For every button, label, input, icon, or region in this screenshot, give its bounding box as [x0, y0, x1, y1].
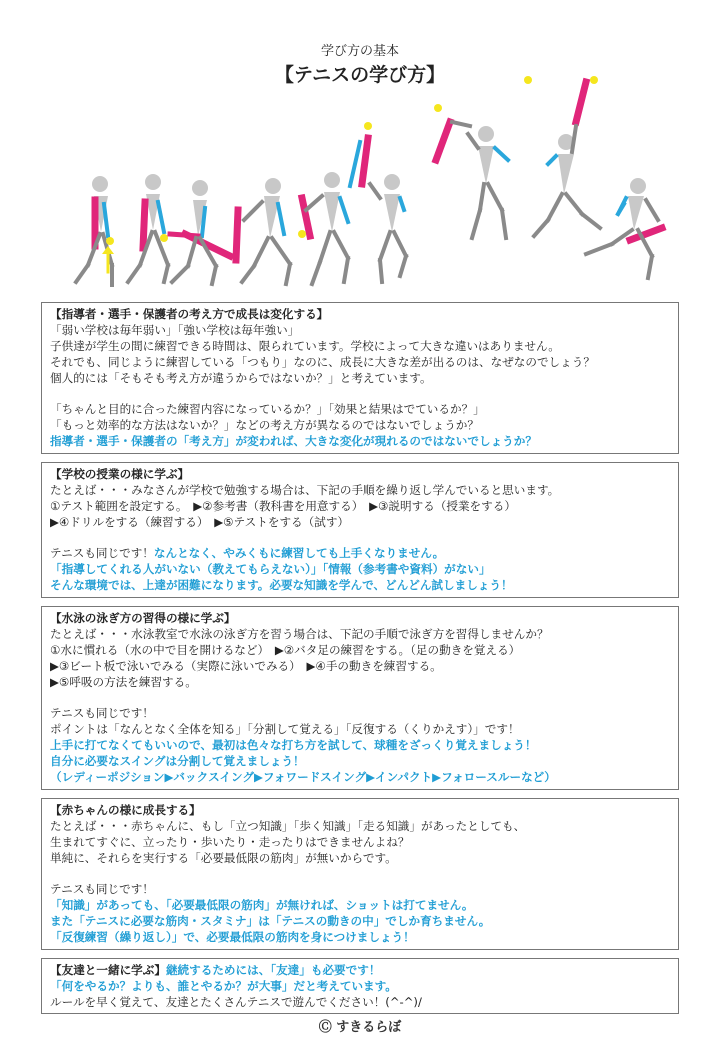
text-line: 「もっと効率的な方法はないか？」などの考え方が異なるのではないでしょうか？ [50, 418, 479, 433]
spacer [50, 386, 670, 402]
inline-highlight: 継続するためには、「友達」も必要です！ [165, 963, 381, 977]
section-swimming [41, 606, 679, 790]
section-title: 【学校の授業の様に学ぶ】 [50, 467, 190, 481]
text-line: 「弱い学校は毎年弱い」「強い学校は毎年強い」 [50, 322, 300, 337]
text-line: ▶④ドリルをする（練習する） ▶⑤テストをする（試す） [50, 514, 350, 529]
text-line: 単純に、それらを実行する「必要最低限の筋肉」が無いからです。 [50, 850, 397, 865]
text-line: テニスも同じです！ [50, 882, 154, 897]
section-title: 【友達と一緒に学ぶ】 [50, 963, 166, 977]
text-line: 個人的には「そもそも考え方が違うからではないか？」と考えています。 [50, 370, 432, 385]
text-line: テニスも同じです！ [50, 706, 154, 721]
section-school-lesson [41, 462, 679, 598]
section-friends [41, 958, 679, 1014]
section-coach-mindset [41, 302, 679, 454]
figure-4 [236, 178, 290, 284]
serve-sequence-illustration [40, 60, 680, 296]
text-line: たとえば・・・みなさんが学校で勉強する場合は、下記の手順を繰り返し学んでいると思います。 [50, 482, 560, 497]
spacer [50, 531, 670, 547]
highlight-line: そんな環境では、上達が困難になります。必要な知識を学んで、どんどん試しましょう！ [50, 578, 513, 593]
text-line [50, 546, 670, 562]
section-title: 【水泳の泳ぎ方の習得の様に学ぶ】 [50, 611, 236, 625]
section-heading-line [50, 963, 670, 979]
figure-3 [170, 180, 230, 284]
section-title: 【指導者・選手・保護者の考え方で成長は変化する】 [50, 307, 329, 321]
spacer [50, 690, 670, 706]
highlight-line: 「知識」があっても、「必要最低限の筋肉」が無ければ、ショットは打てません。 [50, 898, 474, 913]
highlight-line: 自分に必要なスイングは分割して覚えましょう！ [50, 754, 305, 769]
spacer [50, 867, 670, 883]
text-line: たとえば・・・水泳教室で水泳の泳ぎ方を習う場合は、下記の手順で泳ぎ方を習得しませんか？ [50, 626, 549, 641]
figure-7 [434, 104, 508, 238]
text-line: 生まれてすぐに、立ったり・歩いたり・走ったりはできませんよね？ [50, 834, 410, 849]
highlight-line: また「テニスに必要な筋肉・スタミナ」は「テニスの動きの中」でしか育ちません。 [50, 914, 491, 929]
highlight-line: 「何をやるか？よりも、誰とやるか？が大事」だと考えています。 [50, 978, 397, 993]
highlight-line: （レディーポジション▶バックスイング▶フォワードスイング▶インパクト▶フォロースルーなど） [50, 769, 556, 784]
section-baby-growth [41, 798, 679, 950]
text-line: たとえば・・・赤ちゃんに、もし「立つ知識」「歩く知識」「走る知識」があったとしても、 [50, 818, 526, 833]
inline-highlight: なんとなく、やみくもに練習しても上手くなりません。 [153, 546, 445, 561]
figure-8 [524, 76, 600, 236]
text-line: ポイントは「なんとなく全体を知る」「分割して覚える」「反復する（くりかえす）」です！ [50, 722, 520, 737]
page-title: 【テニスの学び方】 [274, 64, 446, 86]
figure-2 [128, 174, 168, 282]
figure-6 [350, 122, 406, 282]
highlight-line: 指導者・選手・保護者の「考え方」が変われば、大きな変化が現れるのではないでしょうか？ [50, 434, 537, 449]
lead-text: テニスも同じです！ [50, 546, 154, 561]
highlight-line: 「反復練習（繰り返し）」で、必要最低限の筋肉を身につけましょう！ [50, 930, 415, 945]
text-line: 「ちゃんと目的に合った練習内容になっているか？」「効果と結果はでているか？」 [50, 402, 485, 417]
text-line: ①テスト範囲を設定する。 ▶②参考書（教科書を用意する） ▶③説明する（授業をする） [50, 498, 516, 513]
highlight-line: 「指導してくれる人がいない（教えてもらえない）」「情報（参考書や資料）がない」 [50, 562, 491, 577]
text-line: それでも、同じように練習している「つもり」なのに、成長に大きな差が出るのは、なぜなのでしょう？ [50, 354, 595, 369]
text-line: 子供達が学生の間に練習できる時間は、限られています。学校によって大きな違いはありません。 [50, 338, 560, 353]
copyright-footer: Ⓒ すきるらぼ [318, 1020, 402, 1035]
text-line: ルールを早く覚えて、友達とたくさんテニスで遊んでください！(^-^)/ [50, 994, 422, 1009]
text-line: ▶③ビート板で泳いでみる（実際に泳いでみる） ▶④手の動きを練習する。 [50, 658, 442, 673]
text-line: ▶⑤呼吸の方法を練習する。 [50, 674, 197, 689]
page-subtitle: 学び方の基本 [320, 44, 399, 59]
text-line: ①水に慣れる（水の中で目を開けるなど） ▶②バタ足の練習をする。（足の動きを覚える） [50, 642, 521, 657]
figure-1 [76, 176, 114, 285]
highlight-line: 上手に打てなくてもいいので、最初は色々な打ち方を試して、球種をざっくり覚えましょう！ [50, 738, 537, 753]
section-title: 【赤ちゃんの様に成長する】 [50, 803, 201, 817]
figure-5 [298, 172, 348, 284]
